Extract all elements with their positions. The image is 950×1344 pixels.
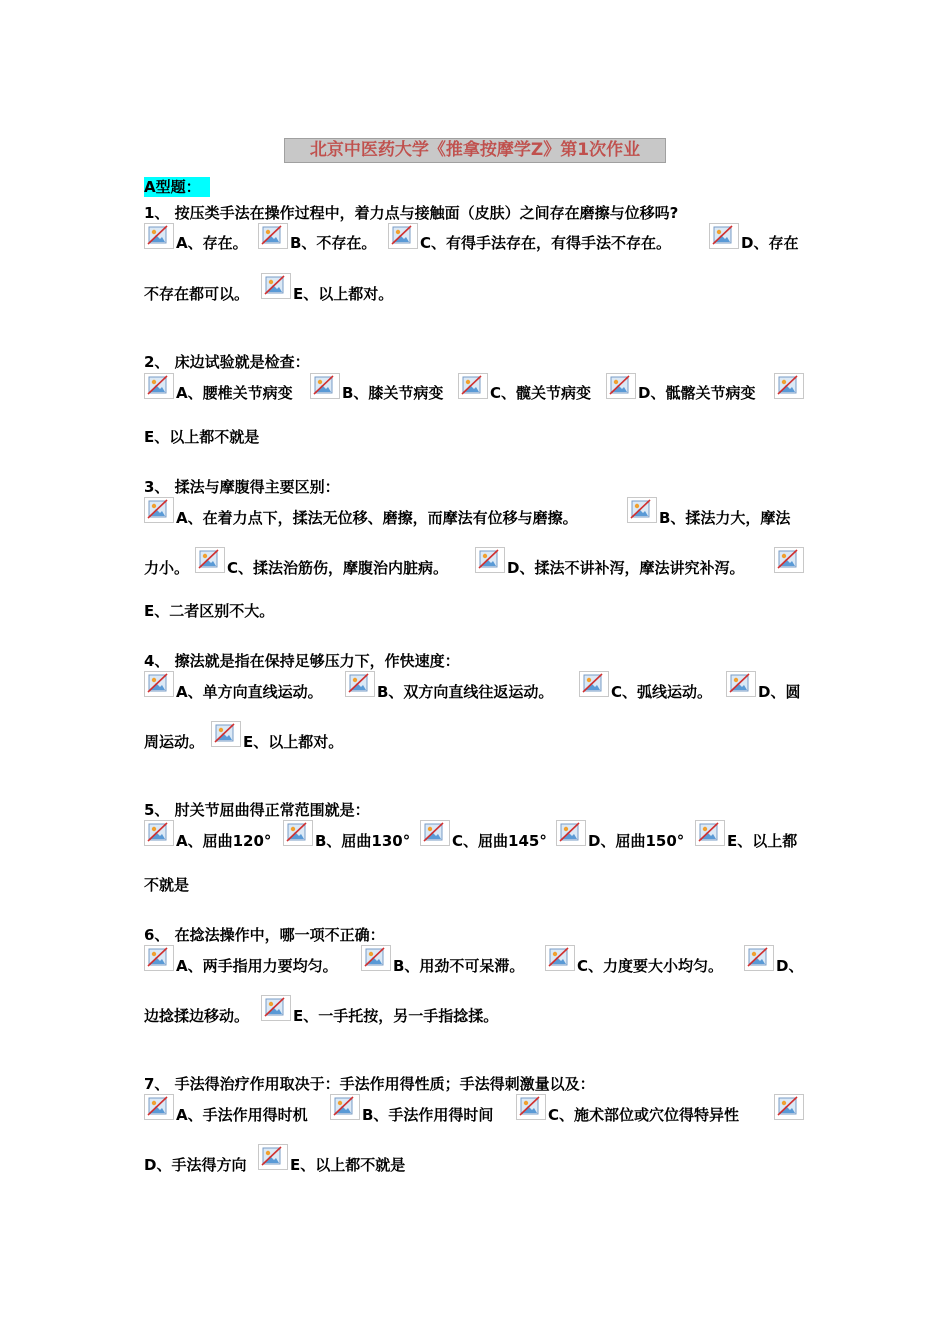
option-text: C、有得手法存在，有得手法不存在。 — [420, 234, 672, 252]
broken-image-icon — [144, 373, 174, 399]
broken-image-icon — [144, 223, 174, 249]
option-text: E、以上都不就是 — [290, 1156, 406, 1174]
broken-image-icon — [144, 1094, 174, 1120]
broken-image-icon — [144, 820, 174, 846]
option-text: C、髋关节病变 — [490, 384, 592, 402]
question-stem: 5、 肘关节屈曲得正常范围就是： — [144, 801, 370, 819]
option-text: A、两手指用力要均匀。 — [176, 957, 338, 975]
option-text: D、圆 — [758, 683, 801, 701]
broken-image-icon — [361, 945, 391, 971]
option-text: D、揉法不讲补泻，摩法讲究补泻。 — [507, 559, 745, 577]
broken-image-icon — [261, 273, 291, 299]
question-stem: 1、 按压类手法在操作过程中，着力点与接触面（皮肤）之间存在磨擦与位移吗? — [144, 204, 679, 222]
broken-image-icon — [774, 373, 804, 399]
option-text: C、力度要大小均匀。 — [577, 957, 724, 975]
broken-image-icon — [774, 547, 804, 573]
option-text: C、屈曲145° — [452, 832, 547, 850]
question-stem: 6、 在捻法操作中，哪一项不正确： — [144, 926, 385, 944]
option-text: E、以上都 — [727, 832, 798, 850]
broken-image-icon — [144, 497, 174, 523]
broken-image-icon — [261, 995, 291, 1021]
question-stem: 4、 擦法就是指在保持足够压力下，作快速度： — [144, 652, 460, 670]
broken-image-icon — [310, 373, 340, 399]
option-text: E、二者区别不大。 — [144, 602, 275, 620]
broken-image-icon — [579, 671, 609, 697]
question-stem: 2、 床边试验就是检查： — [144, 353, 310, 371]
broken-image-icon — [695, 820, 725, 846]
option-text: A、在着力点下，揉法无位移、磨擦，而摩法有位移与磨擦。 — [176, 509, 578, 527]
option-text: 周运动。 — [144, 733, 205, 751]
option-text: D、手法得方向 — [144, 1156, 247, 1174]
broken-image-icon — [283, 820, 313, 846]
broken-image-icon — [556, 820, 586, 846]
option-text: B、手法作用得时间 — [362, 1106, 494, 1124]
broken-image-icon — [388, 223, 418, 249]
option-text: A、手法作用得时机 — [176, 1106, 308, 1124]
option-text: E、以上都对。 — [243, 733, 344, 751]
option-text: B、不存在。 — [290, 234, 377, 252]
option-text: D、骶髂关节病变 — [638, 384, 756, 402]
broken-image-icon — [330, 1094, 360, 1120]
option-text: A、单方向直线运动。 — [176, 683, 323, 701]
broken-image-icon — [475, 547, 505, 573]
option-text: A、存在。 — [176, 234, 248, 252]
option-text: B、揉法力大，摩法 — [659, 509, 791, 527]
document-title: 北京中医药大学《推拿按摩学Z》第1次作业 — [284, 138, 666, 163]
option-text: D、屈曲150° — [588, 832, 685, 850]
question-stem: 3、 揉法与摩腹得主要区别： — [144, 478, 340, 496]
option-text: E、一手托按，另一手指捻揉。 — [293, 1007, 499, 1025]
broken-image-icon — [144, 945, 174, 971]
broken-image-icon — [627, 497, 657, 523]
option-text: B、双方向直线往返运动。 — [377, 683, 554, 701]
option-text: 边捻揉边移动。 — [144, 1007, 250, 1025]
option-text: D、 — [776, 957, 804, 975]
broken-image-icon — [420, 820, 450, 846]
broken-image-icon — [726, 671, 756, 697]
option-text: E、以上都不就是 — [144, 428, 260, 446]
option-text: A、屈曲120° — [176, 832, 272, 850]
option-text: A、腰椎关节病变 — [176, 384, 293, 402]
broken-image-icon — [606, 373, 636, 399]
option-text: D、存在 — [741, 234, 799, 252]
broken-image-icon — [774, 1094, 804, 1120]
option-text: 力小。 — [144, 559, 190, 577]
section-heading: A型题： — [144, 177, 210, 197]
broken-image-icon — [258, 223, 288, 249]
option-text: B、膝关节病变 — [342, 384, 444, 402]
option-text: 不就是 — [144, 876, 190, 894]
broken-image-icon — [545, 945, 575, 971]
broken-image-icon — [516, 1094, 546, 1120]
option-text: C、弧线运动。 — [611, 683, 713, 701]
broken-image-icon — [258, 1144, 288, 1170]
broken-image-icon — [195, 547, 225, 573]
broken-image-icon — [709, 223, 739, 249]
broken-image-icon — [458, 373, 488, 399]
option-text: B、屈曲130° — [315, 832, 411, 850]
question-stem: 7、 手法得治疗作用取决于：手法作用得性质；手法得刺激量以及： — [144, 1075, 595, 1093]
broken-image-icon — [144, 671, 174, 697]
option-text: B、用劲不可呆滞。 — [393, 957, 525, 975]
option-text: C、揉法治筋伤，摩腹治内脏病。 — [227, 559, 449, 577]
broken-image-icon — [744, 945, 774, 971]
option-text: E、以上都对。 — [293, 285, 394, 303]
broken-image-icon — [345, 671, 375, 697]
broken-image-icon — [211, 721, 241, 747]
option-text: 不存在都可以。 — [144, 285, 250, 303]
option-text: C、施术部位或穴位得特异性 — [548, 1106, 740, 1124]
